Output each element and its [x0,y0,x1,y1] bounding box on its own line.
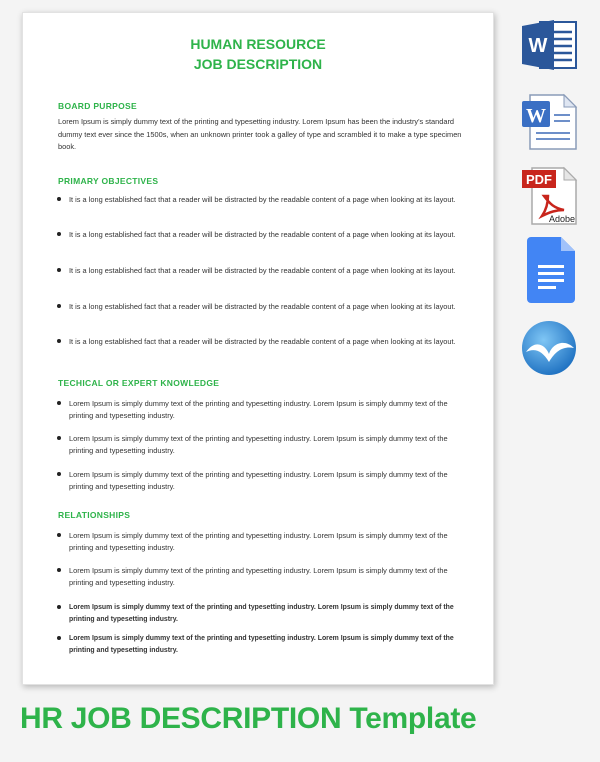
list-item: It is a long established fact that a reader will be distracted by the readable content of a page when looking at its layout. [69,229,464,241]
openoffice-icon[interactable] [520,320,578,381]
document-title-line1: HUMAN RESOURCE [190,36,326,52]
list-item: It is a long established fact that a reader will be distracted by the readable content of a page when looking at its layout. [69,194,464,206]
word-document-icon[interactable] [520,93,578,156]
section-heading-relationships: RELATIONSHIPS [58,510,131,520]
template-title: HR JOB DESCRIPTION Template [20,702,477,735]
bullet-icon [57,268,61,272]
svg-text:PDF: PDF [526,172,552,187]
list-item: Lorem Ipsum is simply dummy text of the printing and typesetting industry. Lorem Ipsum is simply dummy text of the printing and typesetting industry. [69,469,464,493]
list-item: Lorem Ipsum is simply dummy text of the printing and typesetting industry. Lorem Ipsum is simply dummy text of the printing and typesetting industry. [69,530,464,554]
board-purpose-text: Lorem Ipsum is simply dummy text of the printing and typesetting industry. Lorem Ipsum has been the industry's standard dummy text ever since the 1500s, when an unknown printer took a galley of type and scrambled it to make a type specimen book. [58,117,462,151]
bullet-icon [57,197,61,201]
svg-text:W: W [528,35,548,57]
svg-text:Adobe: Adobe [548,214,576,224]
section-heading-board-purpose: BOARD PURPOSE [58,101,137,111]
list-item: Lorem Ipsum is simply dummy text of the printing and typesetting industry. Lorem Ipsum is simply dummy text of the printing and typesetting industry. [69,398,464,422]
document-title-line2: JOB DESCRIPTION [193,56,323,72]
list-item: Lorem Ipsum is simply dummy text of the printing and typesetting industry. Lorem Ipsum is simply dummy text of the printing and typesetting industry. [69,433,464,457]
list-item: It is a long established fact that a reader will be distracted by the readable content of a page when looking at its layout. [69,336,464,348]
bullet-icon [57,636,61,640]
list-item: Lorem Ipsum is simply dummy text of the printing and typesetting industry. Lorem Ipsum is simply dummy text of the printing and typesetting industry. [69,602,464,626]
list-item: Lorem Ipsum is simply dummy text of the printing and typesetting industry. Lorem Ipsum is simply dummy text of the printing and typesetting industry. [69,633,464,657]
bullet-icon [57,232,61,236]
ms-word-icon[interactable] [520,18,578,77]
bullet-icon [57,472,61,476]
bullet-icon [57,533,61,537]
bullet-icon [57,436,61,440]
pdf-icon[interactable] [520,166,578,231]
list-item: Lorem Ipsum is simply dummy text of the printing and typesetting industry. Lorem Ipsum is simply dummy text of the printing and typesetting industry. [69,565,464,589]
section-heading-primary-objectives: PRIMARY OBJECTIVES [58,176,159,186]
list-item: It is a long established fact that a reader will be distracted by the readable content of a page when looking at its layout. [69,265,464,277]
bullet-icon [57,401,61,405]
google-docs-icon[interactable] [527,237,577,308]
bullet-icon [57,568,61,572]
list-item: It is a long established fact that a reader will be distracted by the readable content of a page when looking at its layout. [69,301,464,313]
bullet-icon [57,304,61,308]
svg-text:W: W [526,105,546,127]
bullet-icon [57,339,61,343]
document-preview [22,12,494,685]
section-heading-technical-knowledge: TECHICAL OR EXPERT KNOWLEDGE [58,378,220,388]
bullet-icon [57,605,61,609]
